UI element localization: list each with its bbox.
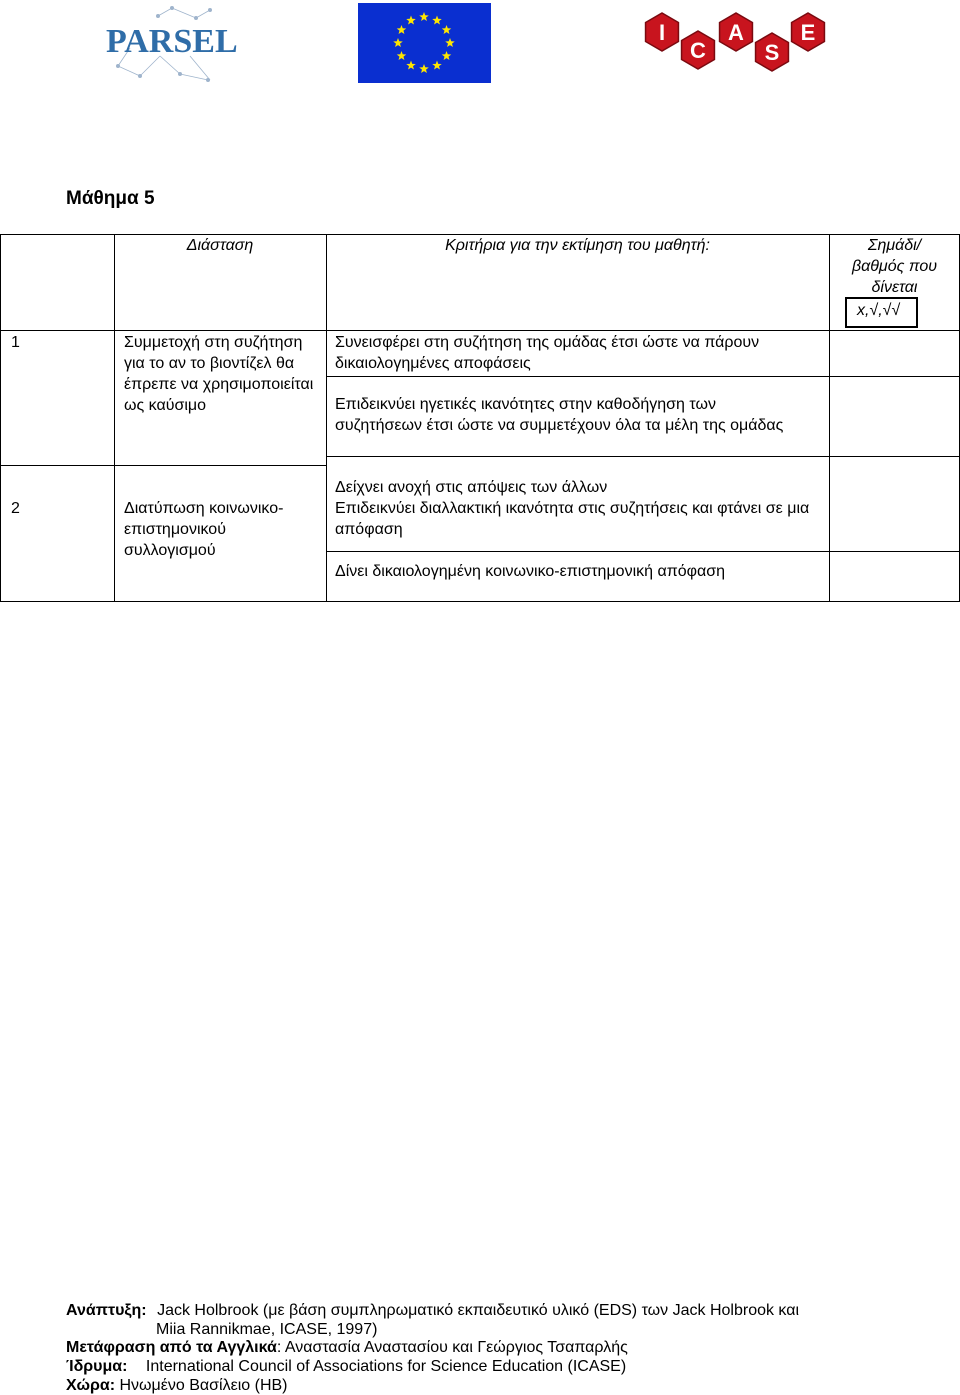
row-1-number: 1 bbox=[11, 334, 20, 351]
footer-translation-text: : Αναστασία Αναστασίου και Γεώργιος Τσαπαρλής bbox=[276, 1339, 628, 1356]
footer-institution-label: Ίδρυμα: bbox=[66, 1358, 128, 1375]
footer-country bbox=[66, 1376, 288, 1395]
icase-letter: A bbox=[728, 20, 744, 45]
footer-institution bbox=[66, 1357, 626, 1376]
header-dimension: Διάσταση bbox=[186, 237, 254, 254]
parsel-logo-text: PARSEL bbox=[106, 23, 238, 60]
header-mark-line1: Σημάδι/ bbox=[867, 237, 922, 254]
icase-letter: E bbox=[800, 20, 816, 45]
row-2-dimension: Διατύπωση κοινωνικο-επιστημονικού συλλογισμού bbox=[124, 500, 284, 559]
footer-development bbox=[66, 1301, 799, 1320]
footer-development-text: Jack Holbrook (με βάση συμπληρωματικό εκπαιδευτικό υλικό (EDS) των Jack Holbrook και bbox=[157, 1302, 800, 1319]
row-1-dimension: Συμμετοχή στη συζήτηση για το αν το βιοντίζελ θα έπρεπε να χρησιμοποιείται ως καύσιμο bbox=[124, 334, 314, 414]
header-criteria: Κριτήρια για την εκτίμηση του μαθητή: bbox=[445, 237, 710, 254]
mark-symbols: x,√,√√ bbox=[857, 302, 901, 319]
eu-flag-logo bbox=[358, 3, 491, 83]
footer-development-label: Ανάπτυξη: bbox=[66, 1302, 147, 1319]
row-2-criterion-2: Δίνει δικαιολογημένη κοινωνικο-επιστημονική απόφαση bbox=[335, 563, 726, 580]
parsel-logo bbox=[100, 4, 240, 86]
row-1-criterion-3: Δείχνει ανοχή στις απόψεις των άλλων bbox=[335, 479, 608, 496]
icase-letter: S bbox=[764, 40, 780, 65]
footer-institution-text: International Council of Associations for Science Education (ICASE) bbox=[145, 1358, 627, 1375]
row-2-criterion-1: Επιδεικνύει διαλλακτική ικανότητα στις συζητήσεις και φτάνει σε μια απόφαση bbox=[335, 500, 810, 538]
header-mark bbox=[829, 235, 960, 298]
footer-development-continued: Miia Rannikmae, ICASE, 1997) bbox=[156, 1321, 378, 1338]
icase-letter: I bbox=[658, 20, 666, 45]
row-2-number: 2 bbox=[11, 500, 20, 517]
footer-translation bbox=[66, 1338, 628, 1357]
footer-country-text: Ηνωμένο Βασίλειο (ΗΒ) bbox=[115, 1377, 288, 1394]
icase-letter: C bbox=[690, 38, 706, 63]
footer-country-label: Χώρα: bbox=[66, 1377, 116, 1394]
row-1-criterion-2: Επιδεικνύει ηγετικές ικανότητες στην καθοδήγηση των συζητήσεων έτσι ώστε να συμμετέχουν όλα τα μέλη της ομάδας bbox=[335, 396, 784, 434]
page-title: Μάθημα 5 bbox=[66, 188, 155, 209]
row-1-criterion-1: Συνεισφέρει στη συζήτηση της ομάδας έτσι ώστε να πάρουν δικαιολογημένες αποφάσεις bbox=[335, 334, 760, 372]
header-mark-line3: δίνεται bbox=[871, 279, 918, 296]
footer-translation-label: Μετάφραση από τα Αγγλικά bbox=[66, 1339, 277, 1356]
icase-logo bbox=[640, 10, 832, 74]
header-mark-line2: βαθμός που bbox=[851, 258, 938, 275]
